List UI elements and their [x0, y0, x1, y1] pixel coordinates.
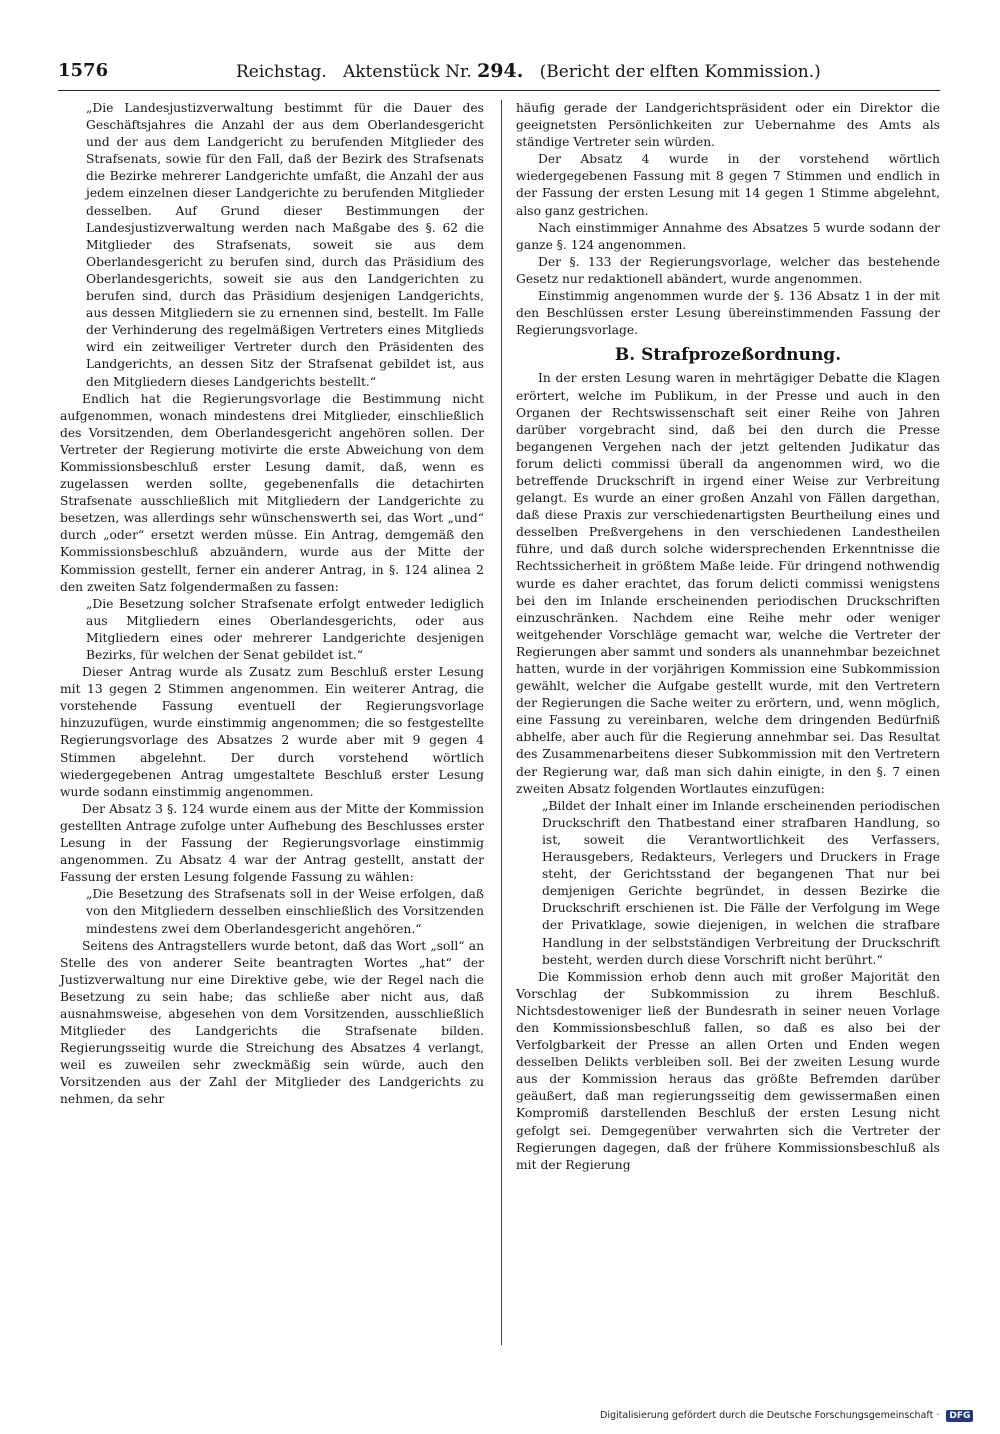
paragraph: Der §. 133 der Regierungsvorlage, welcher das bestehende Gesetz nur redaktionell abändert, wurde angenommen.	[516, 254, 940, 286]
column-divider	[501, 100, 502, 1345]
quoted-text: „Die Landesjustizverwaltung bestimmt für die Dauer des Geschäftsjahres die Anzahl der aus dem Oberlandesgericht und der aus dem Landgericht zu berufenden Mitglieder des Strafsenats, sowie für den Fall, daß der Bezirk des Strafsenats die Bezirke mehrerer Landgerichte umfaßt, die Anzahl der aus jedem einzelnen dieser Landgerichte zu berufenden Mitglieder desselben. Auf Grund dieser Bestimmungen der Landesjustizverwaltung werden nach Maßgabe des §. 62 die Mitglieder des Strafsenats, soweit sie aus dem Oberlandesgericht zu berufen sind, durch das Präsidium des Oberlandesgerichts, soweit sie aus den Landgerichten zu berufen sind, durch das Präsidium desjenigen Landgerichts, aus dessen Mitgliedern sie zu ernennen sind, bestellt. Im Falle der Verhinderung des regelmäßigen Vertreters eines Mitglieds wird ein zeitweiliger Vertreter durch den Präsidenten des Landgerichts, an dessen Sitz der Strafsenat gebildet ist, aus den Mitgliedern dieses Landgerichts bestellt.“	[86, 101, 484, 389]
quoted-text: „Die Besetzung des Strafsenats soll in der Weise erfolgen, daß von den Mitgliedern desselben einschließlich des Vorsitzenden mindestens zwei dem Oberlandesgericht angehören.“	[86, 887, 484, 936]
running-title	[236, 60, 821, 82]
paragraph: Der Absatz 4 wurde in der vorstehend wörtlich wiedergegebenen Fassung mit 8 gegen 7 Stimmen und endlich in der Fassung der ersten Lesung mit 14 gegen 1 Stimme abgelehnt, also ganz gestrichen.	[516, 152, 940, 218]
paragraph: Der Absatz 3 §. 124 wurde einem aus der Mitte der Kommission gestellten Antrage zufolge unter Aufhebung des Beschlusses erster Lesung in der Fassung der Regierungsvorlage einstimmig angenommen. Zu Absatz 4 war der Antrag gestellt, anstatt der Fassung der ersten Lesung folgende Fassung zu wählen:	[60, 801, 484, 885]
page-header	[58, 56, 940, 91]
paragraph: Einstimmig angenommen wurde der §. 136 Absatz 1 in der mit den Beschlüssen erster Lesung übereinstimmenden Fassung der Regierungsvorlage.	[516, 289, 940, 338]
title-right: (Bericht der elften Kommission.)	[539, 62, 821, 82]
quoted-text: „Die Besetzung solcher Strafsenate erfolgt entweder lediglich aus Mitgliedern eines Oberlandesgerichts, oder aus Mitgliedern eines oder mehrerer Landgerichte desjenigen Bezirks, für welchen der Senat gebildet ist.“	[86, 596, 484, 662]
footer-credit	[600, 1410, 973, 1422]
paragraph: In der ersten Lesung waren in mehrtägiger Debatte die Klagen erörtert, welche im Publikum, in der Presse und auch in den Organen der Rechtswissenschaft seit einer Reihe von Jahren darüber vorgebracht sind, daß bei den durch die Presse begangenen Vergehen nach der jetzt geltenden Judikatur das forum delicti commissi überall da angenommen wird, wo die betreffende Druckschrift in irgend einer Weise zur Verbreitung gelangt. Es wurde an einer großen Anzahl von Fällen dargethan, daß diese Praxis zur verschiedenartigsten Beurtheilung eines und desselben Preßvergehens in den verschiedenen Landestheilen führe, und daß durch solche widersprechenden Erkenntnisse die Rechtssicherheit in größtem Maße leide. Für dringend nothwendig wurde es daher erachtet, das forum delicti commissi wenigstens bei den im Inlande erscheinenden periodischen Druckschriften einzuschränken. Nachdem eine Reihe mehr oder weniger weitgehender Vorschläge gemacht war, welche die Vertreter der Regierungen aber sammt und sonders als unannehmbar bezeichnet hatten, wurde in der vorjährigen Kommission eine Subkommission gewählt, welcher die Aufgabe gestellt wurde, mit den Vertretern der Regierungen die Sache weiter zu erörtern, und, wenn möglich, eine Fassung zu vereinbaren, welche dem dringenden Bedürfniß abhelfe, aber auch für die Regierung annehmbar sei. Das Resultat des Zusammenarbeitens dieser Subkommission mit den Vertretern der Regierung war, daß man sich dahin einigte, in den §. 7 einen zweiten Absatz folgenden Wortlautes einzufügen:	[516, 371, 940, 796]
right-column	[516, 100, 940, 1174]
paragraph-continued: häufig gerade der Landgerichtspräsident oder ein Direktor die geeignetsten Persönlichkeiten zur Uebernahme des Amts als ständige Vertreter sein würden.	[516, 101, 940, 150]
paragraph: Die Kommission erhob denn auch mit großer Majorität den Vorschlag der Subkommission zu ihrem Beschluß. Nichtsdestoweniger ließ der Bundesrath in seiner neuen Vorlage den Kommissionsbeschluß fallen, so daß es also bei der Verfolgbarkeit der Presse an allen Orten und Enden wegen desselben Delikts verbleiben soll. Bei der zweiten Lesung wurde aus der Kommission heraus das größte Befremden darüber geäußert, daß man regierungsseitig dem gewissermaßen einen Kompromiß darstellenden Beschluß der ersten Lesung nicht gefolgt sei. Demgegenüber verwahrten sich die Vertreter der Regierungen dagegen, daß der frühere Kommissionsbeschluß als mit der Regierung	[516, 969, 940, 1172]
footer-text: Digitalisierung gefördert durch die Deutsche Forschungsgemeinschaft ·	[600, 1410, 940, 1421]
left-column	[60, 100, 484, 1109]
paragraph: Seitens des Antragstellers wurde betont, daß das Wort „soll“ an Stelle des von anderer Seite beantragten Wortes „hat“ der Justizverwaltung nur eine Direktive gebe, wie der Regel nach die Besetzung zu sein habe; das schließe aber nicht aus, daß ausnahmsweise, abgesehen von dem Vorsitzenden, ausschließlich Mitglieder des Landgerichts die Strafsenate bilden. Regierungsseitig wurde die Streichung des Absatzes 4 verlangt, weil es zuweilen sehr zweckmäßig sein würde, auch den Vorsitzenden aus der Zahl der Mitglieder des Landgerichts zu nehmen, da sehr	[60, 938, 484, 1107]
section-heading: B. Strafprozeßordnung.	[614, 345, 842, 366]
dfg-logo: DFG	[946, 1410, 973, 1422]
title-left: Reichstag.	[236, 62, 327, 82]
paragraph: Dieser Antrag wurde als Zusatz zum Beschluß erster Lesung mit 13 gegen 2 Stimmen angenommen. Ein weiterer Antrag, die vorstehende Fassung eventuell der Regierungsvorlage hinzuzufügen, wurde einstimmig angenommen; die so festgestellte Regierungsvorlage des Absatzes 2 wurde aber mit 9 gegen 4 Stimmen abgelehnt. Der durch vorstehend wörtlich wiedergegebenen Antrag umgestaltete Beschluß erster Lesung wurde sodann einstimmig angenommen.	[60, 665, 484, 799]
title-number: 294.	[477, 60, 524, 82]
page-number: 1576	[58, 60, 109, 81]
quoted-text: „Bildet der Inhalt einer im Inlande erscheinenden periodischen Druckschrift den Thatbestand einer strafbaren Handlung, so ist, soweit die Verantwortlichkeit des Verfassers, Herausgebers, Redakteurs, Verlegers und Druckers in Frage steht, der Gerichtsstand der begangenen That nur bei demjenigen Gerichte begründet, in dessen Bezirke die Druckschrift erschienen ist. Die Fälle der Verfolgung im Wege der Privatklage, sowie diejenigen, in welchen die strafbare Handlung in der selbstständigen Verbreitung der Druckschrift besteht, werden durch diese Vorschrift nicht berührt.“	[542, 798, 940, 967]
paragraph: Nach einstimmiger Annahme des Absatzes 5 wurde sodann der ganze §. 124 angenommen.	[516, 220, 940, 252]
paragraph: Endlich hat die Regierungsvorlage die Bestimmung nicht aufgenommen, wonach mindestens drei Mitglieder, einschließlich des Vorsitzenden, dem Oberlandesgericht angehören sollen. Der Vertreter der Regierung motivirte die erste Abweichung von dem Kommissionsbeschluß erster Lesung damit, daß, wenn es zugelassen werden sollte, gegebenenfalls die detachirten Strafsenate ausschließlich mit Mitgliedern der Landgerichte zu besetzen, was allerdings sehr wünschenswerth sei, das Wort „und“ durch „oder“ ersetzt werden müsse. Ein Antrag, demgemäß den Kommissionsbeschluß abzuändern, wurde aus der Mitte der Kommission gestellt, ferner ein anderer Antrag, in §. 124 alinea 2 den zweiten Satz folgendermaßen zu fassen:	[60, 391, 484, 594]
title-doc: Aktenstück Nr.	[342, 62, 472, 82]
